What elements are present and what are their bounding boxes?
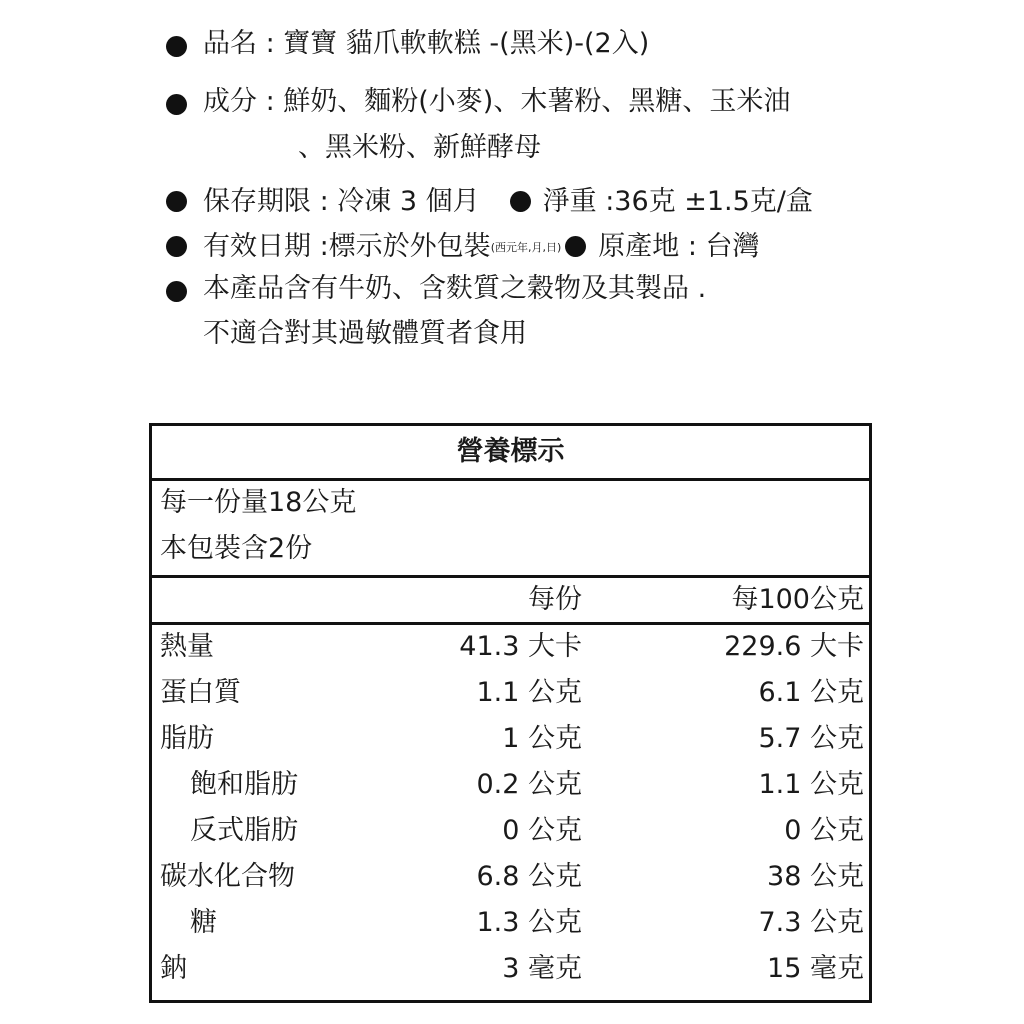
nutrient-label: 鈉 <box>160 953 187 984</box>
nutrient-label: 碳水化合物 <box>160 861 295 892</box>
nutrition-title: 營養標示 <box>152 426 869 481</box>
per-100g-value: 5.7 公克 <box>758 723 864 754</box>
table-row <box>152 673 869 719</box>
bullet-icon <box>166 94 187 115</box>
table-row <box>152 811 869 857</box>
per-100g-value: 229.6 大卡 <box>724 631 864 662</box>
per-serving-value: 1 公克 <box>502 723 582 754</box>
per-serving-value: 1.1 公克 <box>476 677 582 708</box>
expiry-date: 有效日期 :標示於外包裝 <box>203 231 491 262</box>
nutrient-label: 熱量 <box>160 631 214 662</box>
per-100g-value: 6.1 公克 <box>758 677 864 708</box>
nutrient-label: 脂肪 <box>160 723 214 754</box>
nutrition-facts-panel <box>149 423 872 1003</box>
origin: 原產地 : 台灣 <box>598 231 760 262</box>
net-weight: 淨重 :36克 ±1.5克/盒 <box>542 186 813 217</box>
per-serving-value: 41.3 大卡 <box>459 631 582 662</box>
per-serving-value: 0.2 公克 <box>476 769 582 800</box>
table-row <box>152 627 869 673</box>
ingredients-line-2: 、黑米粉、新鮮酵母 <box>298 132 541 163</box>
per-100g-value: 38 公克 <box>767 861 864 892</box>
expiry-format-note: (西元年,月,日) <box>490 241 562 254</box>
nutrient-label: 飽和脂肪 <box>190 769 298 800</box>
servings-per-pack: 本包裝含2份 <box>160 533 313 564</box>
per-serving-value: 3 毫克 <box>502 953 582 984</box>
allergen-line-1: 本產品含有牛奶、含麩質之穀物及其製品 . <box>203 273 707 304</box>
allergen-line-2: 不適合對其過敏體質者食用 <box>203 318 527 349</box>
col-per-serving: 每份 <box>528 584 582 615</box>
per-serving-value: 0 公克 <box>502 815 582 846</box>
table-row <box>152 903 869 949</box>
col-per-100g: 每100公克 <box>731 584 864 615</box>
serving-size: 每一份量18公克 <box>160 487 357 518</box>
per-100g-value: 15 毫克 <box>767 953 864 984</box>
per-serving-value: 6.8 公克 <box>476 861 582 892</box>
per-100g-value: 0 公克 <box>784 815 864 846</box>
storage-weight-line <box>166 185 813 219</box>
bullet-icon <box>166 191 187 212</box>
per-serving-value: 1.3 公克 <box>476 907 582 938</box>
table-row <box>152 719 869 765</box>
per-100g-value: 1.1 公克 <box>758 769 864 800</box>
table-row <box>152 857 869 903</box>
table-row <box>152 765 869 811</box>
per-100g-value: 7.3 公克 <box>758 907 864 938</box>
serving-info <box>152 481 869 578</box>
bullet-icon <box>166 281 187 302</box>
ingredients-line-1: 成分 : 鮮奶、麵粉(小麥)、木薯粉、黑糖、玉米油 <box>203 86 791 117</box>
nutrient-label: 反式脂肪 <box>190 815 298 846</box>
bullet-icon <box>510 191 531 212</box>
nutrient-label: 蛋白質 <box>160 677 241 708</box>
product-name: 品名 : 寶寶 貓爪軟軟糕 -(黑米)-(2入) <box>203 28 650 59</box>
expiry-origin-line <box>166 230 760 265</box>
table-row <box>152 949 869 995</box>
bullet-icon <box>166 236 187 257</box>
nutrient-label: 糖 <box>190 907 217 938</box>
shelf-life: 保存期限 : 冷凍 3 個月 <box>203 186 480 217</box>
bullet-icon <box>565 236 586 257</box>
bullet-icon <box>166 36 187 57</box>
column-headers <box>152 578 869 625</box>
